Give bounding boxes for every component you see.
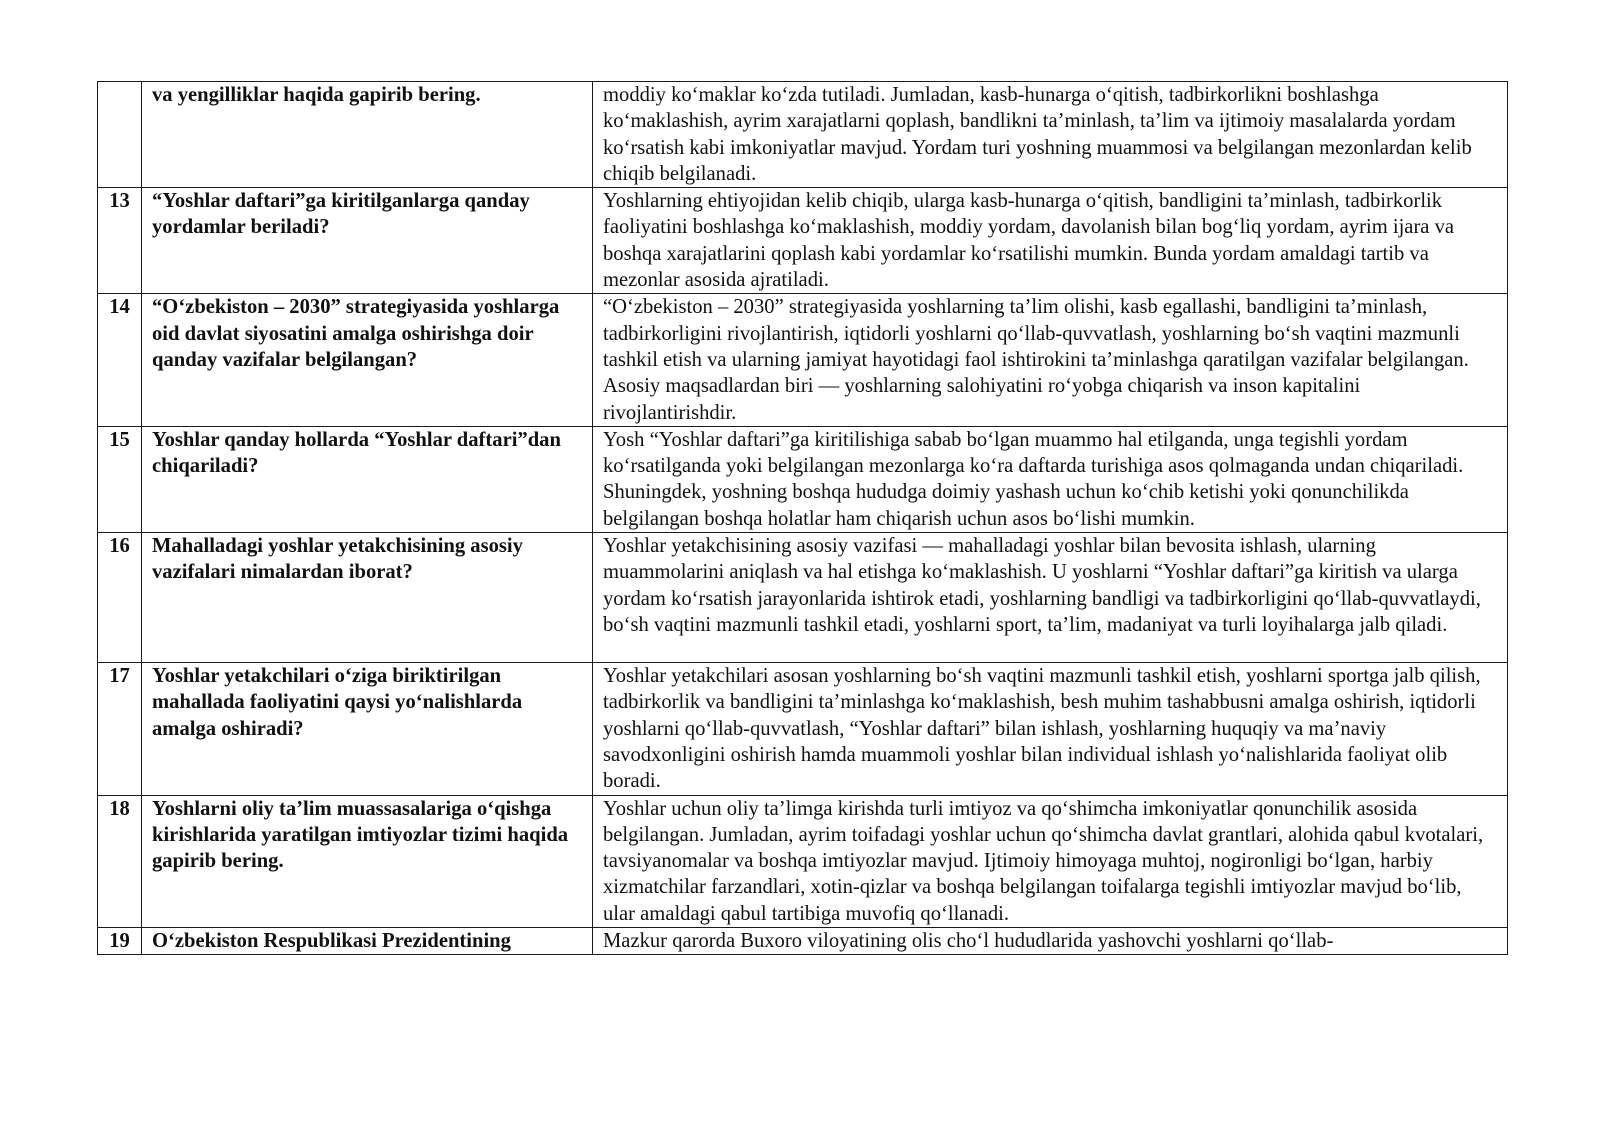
row-number: 16 <box>98 533 142 663</box>
answer-cell: Yoshlar yetakchilari asosan yoshlarning boʻsh vaqtini mazmunli tashkil etish, yoshlarni sportga jalb qilish, tadbirkorlik va bandligini taʼminlashga koʻmaklashish, besh muhim tashabbusni amalga oshirish, iqtidorli yoshlarni qoʻllab-quvvatlash, “Yoshlar daftari” bilan ishlash, yoshlarning huquqiy va maʼnaviy savodxonligini oshirish hamda muammoli yoshlar bilan individual ishlash yoʻnalishlarida faoliyat olib boradi. <box>593 663 1508 795</box>
row-number: 14 <box>98 294 142 426</box>
answer-cell: Yosh “Yoshlar daftari”ga kiritilishiga sabab boʻlgan muammo hal etilganda, unga tegishli yordam koʻrsatilganda yoki belgilangan mezonlarga koʻra daftarda turishiga asos qolmaganda undan chiqariladi. Shuningdek, yoshning boshqa hududga doimiy yashash uchun koʻchib ketishi yoki qonunchilikda belgilangan boshqa holatlar ham chiqarish uchun asos boʻlishi mumkin. <box>593 426 1508 532</box>
table-row <box>98 663 1508 795</box>
answer-cell: Yoshlarning ehtiyojidan kelib chiqib, ularga kasb-hunarga oʻqitish, bandligini taʼminlash, tadbirkorlik faoliyatini boshlashga koʻmaklashish, moddiy yordam, davolanish bilan bogʻliq yordam, ayrim ijara va boshqa xarajatlarini qoplash kabi yordamlar koʻrsatilishi mumkin. Bunda yordam amaldagi tartib va mezonlar asosida ajratiladi. <box>593 188 1508 294</box>
row-number: 17 <box>98 663 142 795</box>
row-number: 13 <box>98 188 142 294</box>
qa-table <box>97 81 1508 955</box>
row-number <box>98 82 142 188</box>
table-row <box>98 188 1508 294</box>
question-cell: Yoshlar yetakchilari oʻziga biriktirilgan mahallada faoliyatini qaysi yoʻnalishlarda amalga oshiradi? <box>142 663 593 795</box>
row-number: 15 <box>98 426 142 532</box>
table-row <box>98 928 1508 955</box>
question-cell: “Oʻzbekiston – 2030” strategiyasida yoshlarga oid davlat siyosatini amalga oshirishga doir qanday vazifalar belgilangan? <box>142 294 593 426</box>
row-number: 19 <box>98 928 142 955</box>
question-cell: Oʻzbekiston Respublikasi Prezidentining <box>142 928 593 955</box>
answer-cell: Yoshlar yetakchisining asosiy vazifasi — mahalladagi yoshlar bilan bevosita ishlash, ularning muammolarini aniqlash va hal etishga koʻmaklashish. U yoshlarni “Yoshlar daftari”ga kiritish va ularga yordam koʻrsatish jarayonlarida ishtirok etadi, yoshlarning bandligi va tadbirkorligini qoʻllab-quvvatlaydi, boʻsh vaqtini mazmunli tashkil etadi, yoshlarni sport, taʼlim, madaniyat va turli loyihalarga jalb qiladi. <box>593 533 1508 663</box>
answer-cell: Yoshlar uchun oliy taʼlimga kirishda turli imtiyoz va qoʻshimcha imkoniyatlar qonunchilik asosida belgilangan. Jumladan, ayrim toifadagi yoshlar uchun qoʻshimcha davlat grantlari, alohida qabul kvotalari, tavsiyanomalar va boshqa imtiyozlar mavjud. Ijtimoiy himoyaga muhtoj, nogironligi boʻlgan, harbiy xizmatchilar farzandlari, xotin-qizlar va boshqa belgilangan toifalarga tegishli imtiyozlar mavjud boʻlib, ular amaldagi qabul tartibiga muvofiq qoʻllanadi. <box>593 795 1508 927</box>
table-row <box>98 426 1508 532</box>
question-cell: Mahalladagi yoshlar yetakchisining asosiy vazifalari nimalardan iborat? <box>142 533 593 663</box>
answer-cell: moddiy koʻmaklar koʻzda tutiladi. Jumladan, kasb-hunarga oʻqitish, tadbirkorlikni boshlashga koʻmaklashish, ayrim xarajatlarni qoplash, bandlikni taʼminlash, taʼlim va ijtimoiy masalalarda yordam koʻrsatish kabi imkoniyatlar mavjud. Yordam turi yoshning muammosi va belgilangan mezonlardan kelib chiqib belgilanadi. <box>593 82 1508 188</box>
table-row <box>98 82 1508 188</box>
answer-cell: Mazkur qarorda Buxoro viloyatining olis choʻl hududlarida yashovchi yoshlarni qoʻllab- <box>593 928 1508 955</box>
table-row <box>98 533 1508 663</box>
question-cell: Yoshlar qanday hollarda “Yoshlar daftari”dan chiqariladi? <box>142 426 593 532</box>
table-row <box>98 795 1508 927</box>
row-number: 18 <box>98 795 142 927</box>
question-cell: va yengilliklar haqida gapirib bering. <box>142 82 593 188</box>
table-row <box>98 294 1508 426</box>
question-cell: Yoshlarni oliy taʼlim muassasalariga oʻqishga kirishlarida yaratilgan imtiyozlar tizimi haqida gapirib bering. <box>142 795 593 927</box>
question-cell: “Yoshlar daftari”ga kiritilganlarga qanday yordamlar beriladi? <box>142 188 593 294</box>
answer-cell: “Oʻzbekiston – 2030” strategiyasida yoshlarning taʼlim olishi, kasb egallashi, bandligini taʼminlash, tadbirkorligini rivojlantirish, iqtidorli yoshlarni qoʻllab-quvvatlash, yoshlarning boʻsh vaqtini mazmunli tashkil etish va ularning jamiyat hayotidagi faol ishtirokini taʼminlashga qaratilgan vazifalar belgilangan. Asosiy maqsadlardan biri — yoshlarning salohiyatini roʻyobga chiqarish va inson kapitalini rivojlantirishdir. <box>593 294 1508 426</box>
